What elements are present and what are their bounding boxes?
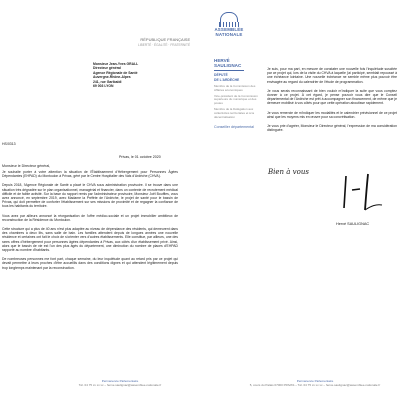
body-paragraph: Je vous prie d'agréer, Monsieur le Directeur général, l'expression de ma considération distinguée. <box>267 124 397 133</box>
body-paragraph: Depuis 2018, l'Agence Régionale de Santé a placé le CHVA sous administration provisoire. Il se trouve dans une situation très dégradée sur le plan organisationnel, managérial et financier, dans un contexte de recrutement médical difficile et de faible activité. Sur la base du rapport remis par l'administrateur provisoire, Monsieur Joël Bouffies, vous avez annoncé, en septembre 2019, avec Madame la Préfète de l'Ardèche, le projet de santé pour le bassin de Privas, qui doit permettre de conforter l'établissement sur ses missions de proximité et de regagner la confiance de tous les habitants du territoire. <box>2 183 178 209</box>
recipient-address <box>93 62 183 88</box>
assemblee-nationale-logo <box>212 12 246 37</box>
extra-role: Conseiller départemental <box>214 124 254 129</box>
body-paragraph: De nombreuses personnes me font part, chaque semaine, du leur inquiétude quant au retard pris par ce projet qui devait permettre à leurs proches d'être accueillis dans des conditions dignes et qui attendent légitimement depuis trop longtemps maintenant par la reconstruction. <box>2 257 178 270</box>
recipient-line: Auvergne-Rhône-Alpes <box>93 75 131 80</box>
signer-name: Hervé SAULIGNAC <box>336 222 370 226</box>
dome-icon <box>220 12 238 22</box>
letter-page-right <box>200 0 400 400</box>
recipient-line: Directeur général <box>93 66 121 71</box>
role-detail: Vice-président de la Commission supérieure du numérique et des postes <box>214 93 258 106</box>
institution-name-2: NATIONALE <box>215 32 243 37</box>
letter-reference: HS/0313 <box>2 142 16 146</box>
footer-title: Permanence Parlementaire <box>101 379 139 383</box>
salutation: Monsieur le Directeur général, <box>2 164 51 168</box>
footer-contact: Tél. 04 75 xx xx xx – herve.saulignac@assemblee-nationale.fr <box>78 382 162 387</box>
body-paragraph: Je suis, pour ma part, en mesure de constater une nouvelle fois l'inquiétude suscitée par ce projet qui, lors de la visite du CHVA à laquelle j'ai participé, semblait repoussé à une échéance lointaine. Une nouvelle échéance ne semble même plus pouvoir être envisagée au regard du calendrier de l'étude de programmation. <box>267 67 397 84</box>
letter-body-left <box>2 170 178 275</box>
deputy-sidebar <box>214 58 258 129</box>
republic-header <box>138 38 190 48</box>
deputy-title: DÉPUTÉ DE L'ARDÈCHE <box>214 73 240 82</box>
letter-date: Privas, le 01 octobre 2020 <box>119 155 161 159</box>
body-paragraph: Cette structure qui a plus de 40 ans n'est plus adaptée au niveau de dépendance des résidents, qui demeurent dans des chambres à deux lits, sans salle de bain. Les familles attendent depuis de longues années une nouvelle résidence et certaines ont fait le choix de s'orienter vers d'autres établissements. Elle constitue, par ailleurs, une des rares offres d'hébergement pour personnes âgées dépendantes à Privas, aux côtés d'un établissement privé. Ainsi, alors que le bassin de vie est l'un des plus âgés du département, une diminution du nombre de places d'EHPAD rapporté au nombre d'habitants. <box>2 227 178 253</box>
divider <box>214 70 244 71</box>
body-paragraph: Je vous remercie de m'indiquer les modalités et le calendrier prévisionnel de ce projet ainsi que les moyens mis en œuvre pour sa concrétisation. <box>267 110 397 119</box>
footer-contact: 5, cours du Palais 07000 PRIVAS – Tél. 04 75 xx xx xx – herve.saulignac@assemblee-nationale.fr <box>249 382 381 387</box>
handwritten-closing <box>266 162 316 180</box>
recipient-line: Monsieur Jean-Yves GRALL <box>93 62 139 66</box>
role-detail: Membre de la Commission des Affaires économiques <box>214 83 256 92</box>
body-paragraph: Je souhaite porter à votre attention la situation de l'Établissement d'Hébergement pour Personnes Âgées Dépendantes (EHPAD) du Montoulon à Privas, géré par le Centre Hospitalier des Vals d'Ardèche (CHVA). <box>2 170 178 179</box>
role-detail: Membre de la Délégation aux collectivités territoriales et à la décentralisation <box>214 107 255 120</box>
republic-title: RÉPUBLIQUE FRANÇAISE <box>140 37 191 42</box>
body-paragraph: Je vous serais reconnaissant de bien vouloir m'indiquer la suite que vous comptez donner à ce projet. À cet égard, je pense pouvoir vous dire que le Conseil départemental de l'Ardèche est prêt à accompagner son financement, de même que je demeure mobilisé à vos côtés pour que cette opération aboutisse rapidement. <box>267 88 397 106</box>
footer-right <box>230 380 400 388</box>
footer-title: Permanence Parlementaire <box>296 379 334 383</box>
institution-name-1: ASSEMBLÉE <box>214 27 244 32</box>
signature-icon <box>338 170 384 214</box>
letter-body-right <box>267 67 397 137</box>
recipient-line: 69 003 LYON <box>93 84 114 89</box>
recipient-line: Agence Régionale de Santé <box>93 70 138 75</box>
recipient-line: 241, rue Garibaldi <box>93 79 122 84</box>
deputy-name: HERVÉ SAULIGNAC <box>214 58 242 69</box>
handwritten-text: Bien à vous <box>268 168 309 176</box>
republic-motto: LIBERTÉ · ÉGALITÉ · FRATERNITÉ <box>138 42 191 47</box>
body-paragraph: Vous avez par ailleurs annoncé la réorganisation de l'offre médico-sociale et un projet immobilier ambitieux de reconstruction de la Résidence du Montoulon. <box>2 213 178 222</box>
footer-left <box>40 380 200 388</box>
